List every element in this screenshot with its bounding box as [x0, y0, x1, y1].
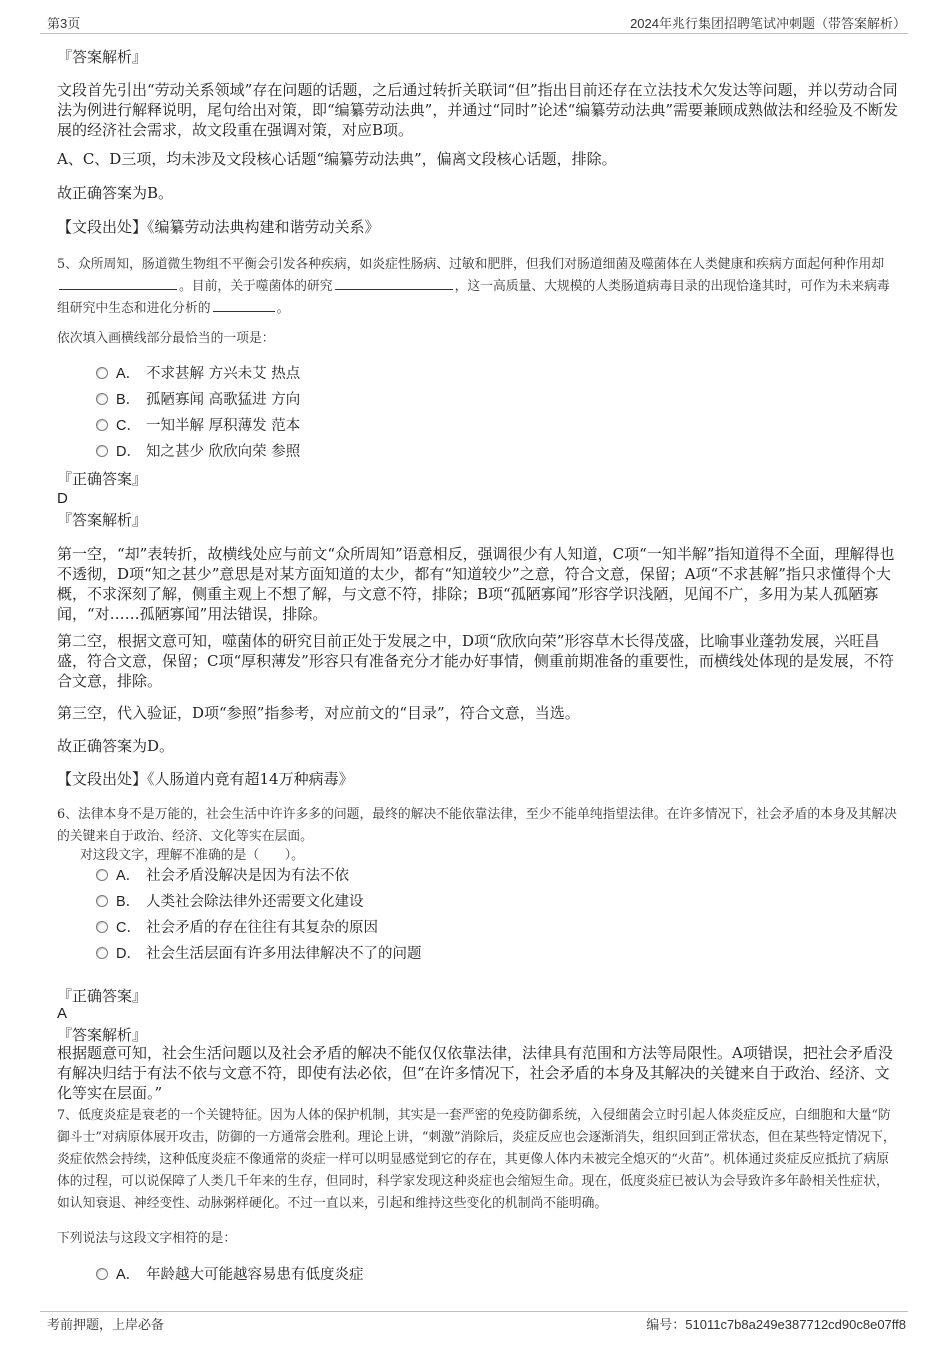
q7-option-a[interactable] — [96, 1265, 364, 1285]
q5-option-d[interactable] — [96, 442, 300, 462]
option-letter: C． — [116, 920, 141, 936]
radio-icon[interactable] — [96, 1268, 108, 1280]
q5-stem-d: 。 — [276, 301, 290, 316]
q4-conclusion: 故正确答案为B。 — [57, 184, 174, 202]
q5-option-a[interactable] — [96, 364, 300, 384]
q4-exclude: A、C、D三项，均未涉及文段核心话题“编纂劳动法典”，偏离文段核心话题，排除。 — [57, 150, 617, 168]
q5-source: 【文段出处】《人肠道内竟有超14万种病毒》 — [57, 770, 354, 788]
q5-stem-a: 5、众所周知，肠道微生物组不平衡会引发各种疾病，如炎症性肠病、过敏和肥胖，但我们对肠道细菌及噬菌体在人类健康和疾病方面起何种作用却 — [57, 257, 885, 272]
q6-answer: A — [57, 1005, 68, 1022]
q6-stem: 6、法律本身不是万能的，社会生活中许许多多的问题，最终的解决不能依靠法律，至少不能单纯指望法律。在许多情况下，社会矛盾的本身及其解决的关键来自于政治、经济、文化等实在层面。 — [57, 807, 897, 844]
footer-code-value: 51011c7b8a249e387712cd90c8e07ff8 — [685, 1317, 906, 1332]
option-text: 不求甚解 方兴未艾 热点 — [146, 366, 301, 382]
q5-stem-c: ，这一高质量、大规模的人类肠道病毒目录的出现恰逢其时，可作为未来病毒组研究中生态和进化分析的 — [57, 279, 890, 316]
q5-analysis-label: 『答案解析』 — [57, 511, 148, 529]
q5-analysis-para2: 第二空，根据文意可知，噬菌体的研究目前正处于发展之中，D项“欣欣向荣”形容草木长得茂盛，比喻事业蓬勃发展，兴旺昌盛，符合文意，保留；C项“厚积薄发”形容只有准备充分才能办好事情，侧重前期准备的重要性，而横线处体现的是发展，不符合文意，排除。 — [57, 632, 894, 690]
fill-blank-3 — [213, 299, 275, 312]
footer-code — [646, 1314, 906, 1333]
q5-stem-b: 。目前，关于噬菌体的研究 — [179, 279, 333, 294]
option-letter: A． — [116, 868, 141, 884]
q5-answer: D — [57, 490, 68, 507]
option-text: 人类社会除法律外还需要文化建设 — [146, 894, 364, 910]
q5-analysis-para3: 第三空，代入验证，D项“参照”指参考，对应前文的“目录”，符合文意，当选。 — [57, 704, 580, 722]
q5-answer-label: 『正确答案』 — [57, 470, 148, 488]
q6-answer-label: 『正确答案』 — [57, 987, 148, 1005]
q6-prompt: 对这段文字，理解不准确的是（ ）。 — [80, 848, 304, 863]
radio-icon[interactable] — [96, 895, 108, 907]
option-text: 社会矛盾的存在往往有其复杂的原因 — [146, 920, 378, 936]
header-divider — [40, 33, 908, 34]
option-letter: D． — [116, 444, 141, 460]
q5-prompt: 依次填入画横线部分最恰当的一项是： — [57, 331, 275, 346]
footer-code-label: 编号： — [646, 1317, 686, 1332]
option-letter: C． — [116, 418, 141, 434]
option-letter: B． — [116, 894, 141, 910]
radio-icon[interactable] — [96, 367, 108, 379]
radio-icon[interactable] — [96, 393, 108, 405]
q5-option-c[interactable] — [96, 416, 300, 436]
q5-analysis-para1: 第一空，“却”表转折，故横线处应与前文“众所周知”语意相反，强调很少有人知道，C项“一知半解”指知道得不全面，理解得也不透彻，D项“知之甚少”意思是对某方面知道的太少，都有“知道较少”之意，符合文意，保留；A项“不求甚解”指只求懂得个大概，不求深刻了解，侧重主观上不想了解，与文意不符，排除；B项“孤陋寡闻”形容学识浅陋，见闻不广，多用为某人孤陋寡闻，“对……孤陋寡闻”用法错误，排除。 — [57, 545, 895, 623]
q6-option-a[interactable] — [96, 866, 349, 886]
option-letter: A． — [116, 366, 141, 382]
q5-stem — [57, 254, 899, 320]
q7-prompt: 下列说法与这段文字相符的是： — [57, 1231, 237, 1246]
option-text: 社会矛盾没解决是因为有法不依 — [146, 868, 349, 884]
q5-option-b[interactable] — [96, 390, 300, 410]
option-letter: B． — [116, 392, 141, 408]
q6-analysis-label: 『答案解析』 — [57, 1026, 148, 1044]
q4-analysis: 文段首先引出“劳动关系领域”存在问题的话题，之后通过转折关联词“但”指出目前还存在立法技术欠发达等问题，并以劳动合同法为例进行解释说明，尾句给出对策，即“编纂劳动法典”，并通过“同时”论述“编纂劳动法典”需要兼顾成熟做法和经验及不断发展的经济社会需求，故文段重在强调对策，对应B项。 — [57, 81, 899, 139]
option-letter: D． — [116, 946, 141, 962]
option-text: 知之甚少 欣欣向荣 参照 — [146, 444, 301, 460]
fill-blank-2 — [335, 277, 453, 290]
option-text: 社会生活层面有许多用法律解决不了的问题 — [146, 946, 422, 962]
q6-option-d[interactable] — [96, 944, 422, 964]
fill-blank-1 — [59, 277, 177, 290]
q4-source: 【文段出处】《编纂劳动法典构建和谐劳动关系》 — [57, 218, 380, 236]
option-text: 一知半解 厚积薄发 范本 — [146, 418, 301, 434]
document-title: 2024年兆行集团招聘笔试冲刺题（带答案解析） — [630, 16, 906, 31]
q6-analysis: 根据题意可知，社会生活问题以及社会矛盾的解决不能仅仅依靠法律，法律具有范围和方法等局限性。A项错误，把社会矛盾没有解决归结于有法不依与文意不符，即使有法必依，但“在许多情况下，社会矛盾的本身及其解决的关键来自于政治、经济、文化等实在层面。” — [57, 1044, 893, 1102]
q5-conclusion: 故正确答案为D。 — [57, 737, 175, 755]
option-text: 孤陋寡闻 高歌猛进 方向 — [146, 392, 301, 408]
option-letter: A． — [116, 1267, 141, 1283]
q6-option-c[interactable] — [96, 918, 378, 938]
q7-stem: 7、低度炎症是衰老的一个关键特征。因为人体的保护机制，其实是一套严密的免疫防御系统，入侵细菌会立时引起人体炎症反应，白细胞和大量“防御斗士”对病原体展开攻击，防御的一方通常会胜利。理论上讲，“刺激”消除后，炎症反应也会逐渐消失，组织回到正常状态，但在某些特定情况下，炎症依然会持续，这种低度炎症不像通常的炎症一样可以明显感觉到它的存在，其更像人体内未被完全熄灭的“火苗”。机体通过炎症反应抵抗了病原体的过程，可以说保障了人类几千年来的生存，但同时，科学家发现这种炎症也会缩短生命。现在，低度炎症已被认为会导致许多年龄相关性症状，如认知衰退、神经变性、动脉粥样硬化。不过一直以来，引起和维持这些变化的机制尚不能明确。 — [57, 1108, 896, 1211]
q6-option-b[interactable] — [96, 892, 364, 912]
radio-icon[interactable] — [96, 445, 108, 457]
page-number: 第3页 — [47, 16, 81, 31]
radio-icon[interactable] — [96, 419, 108, 431]
radio-icon[interactable] — [96, 947, 108, 959]
q4-analysis-label: 『答案解析』 — [57, 48, 148, 66]
footer-divider — [40, 1311, 908, 1312]
radio-icon[interactable] — [96, 921, 108, 933]
radio-icon[interactable] — [96, 869, 108, 881]
footer-slogan: 考前押题，上岸必备 — [47, 1317, 165, 1332]
option-text: 年龄越大可能越容易患有低度炎症 — [146, 1267, 364, 1283]
